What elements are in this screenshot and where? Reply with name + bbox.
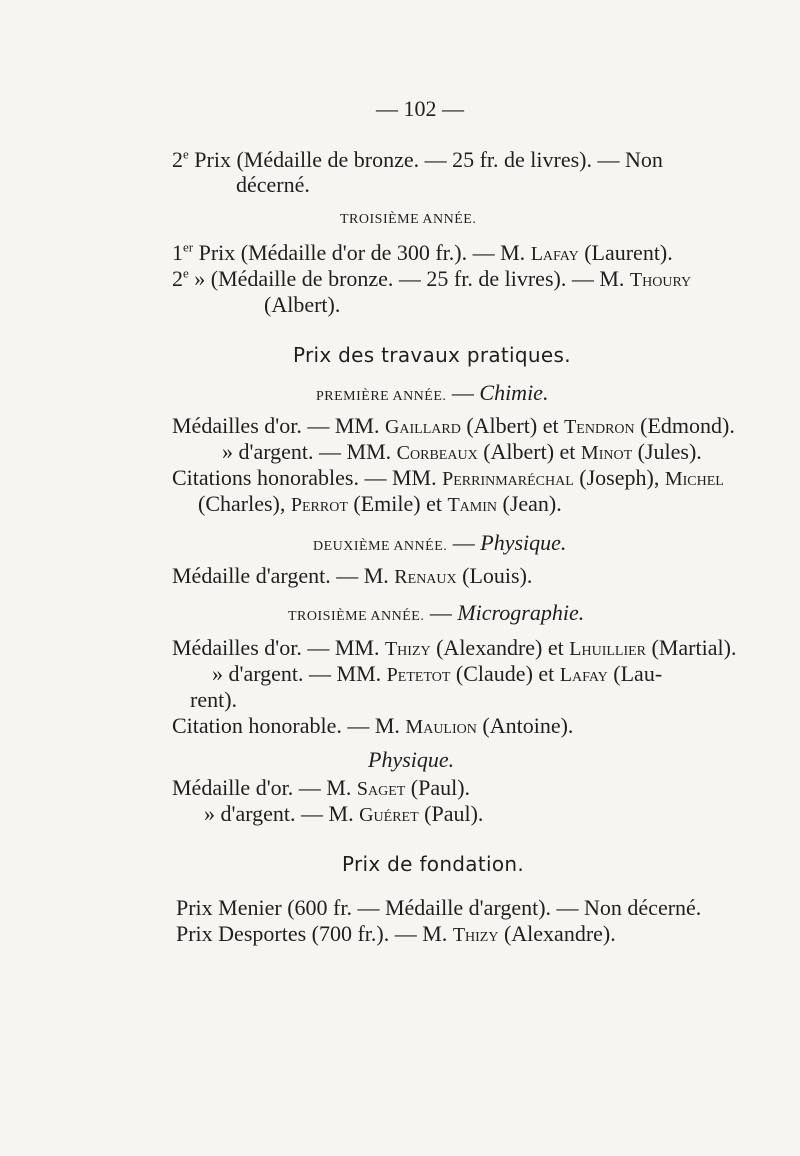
text-line: 2e Prix (Médaille de bronze. — 25 fr. de livres). — Non bbox=[172, 146, 663, 172]
section-subheading: TROISIÈME ANNÉE. — Micrographie. bbox=[288, 600, 585, 625]
text-line: Médailles d'or. — MM. Thizy (Alexandre) et Lhuillier (Martial). bbox=[172, 635, 737, 660]
section-heading: Prix de fondation. bbox=[342, 852, 525, 876]
text-line: » d'argent. — M. Guéret (Paul). bbox=[204, 801, 484, 826]
text-line: Prix Menier (600 fr. — Médaille d'argent). — Non décerné. bbox=[176, 895, 702, 920]
text-line: Médaille d'argent. — M. Renaux (Louis). bbox=[172, 563, 533, 588]
section-subheading: PREMIÈRE ANNÉE. — Chimie. bbox=[316, 380, 549, 405]
text-line: 1er Prix (Médaille d'or de 300 fr.). — M. Lafay (Laurent). bbox=[172, 239, 673, 265]
page-number: — 102 — bbox=[376, 96, 464, 121]
section-subheading: Physique. bbox=[368, 747, 455, 772]
text-line: Médailles d'or. — MM. Gaillard (Albert) et Tendron (Edmond). bbox=[172, 413, 735, 438]
text-line: » d'argent. — MM. Corbeaux (Albert) et Minot (Jules). bbox=[222, 439, 702, 464]
text-line: décerné. bbox=[236, 172, 310, 197]
text-line: 2e » (Médaille de bronze. — 25 fr. de livres). — M. Thoury bbox=[172, 265, 692, 291]
text-line: (Charles), Perrot (Emile) et Tamin (Jean). bbox=[198, 491, 562, 516]
text-line: » d'argent. — MM. Petetot (Claude) et Lafay (Lau- bbox=[212, 661, 663, 686]
section-subheading: TROISIÈME ANNÉE. bbox=[340, 212, 477, 227]
section-heading: Prix des travaux pratiques. bbox=[293, 343, 571, 367]
text-line: (Albert). bbox=[264, 292, 341, 317]
text-line: Citation honorable. — M. Maulion (Antoine). bbox=[172, 713, 574, 738]
text-line: Médaille d'or. — M. Saget (Paul). bbox=[172, 775, 471, 800]
text-line: Prix Desportes (700 fr.). — M. Thizy (Alexandre). bbox=[176, 921, 616, 946]
section-subheading: DEUXIÈME ANNÉE. — Physique. bbox=[313, 530, 567, 555]
text-line: Citations honorables. — MM. Perrinmaréchal (Joseph), Michel bbox=[172, 465, 724, 490]
text-line: rent). bbox=[190, 687, 238, 712]
